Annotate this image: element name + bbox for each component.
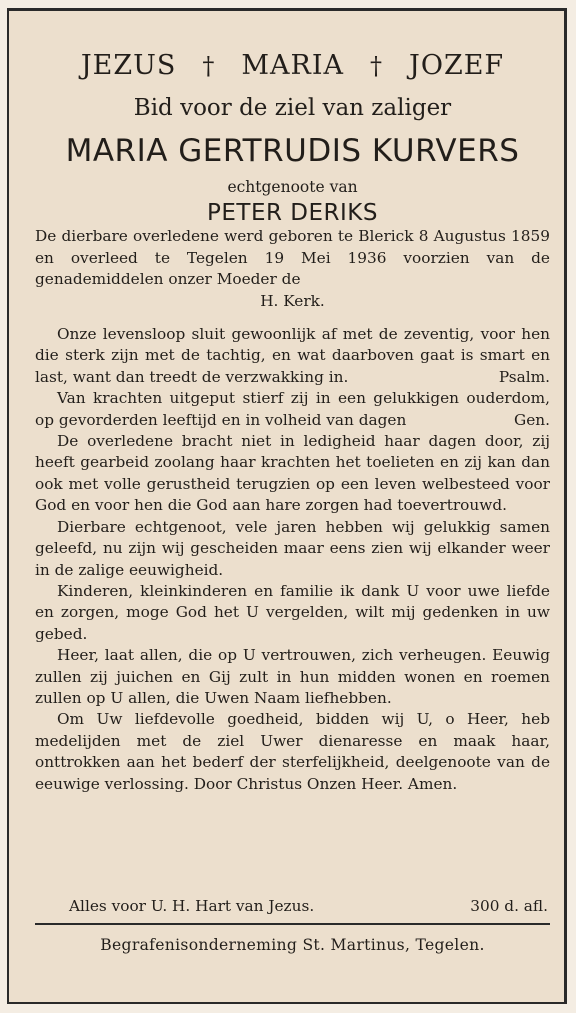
paragraph-psalm xyxy=(35,324,550,388)
funeral-home-footer: Begrafenisonderneming St. Martinus, Tegelen. xyxy=(100,936,485,954)
prayer-line: Bid voor de ziel van zaliger xyxy=(133,95,452,121)
spouse-label: echtgenoote van xyxy=(227,178,358,196)
memorial-card xyxy=(7,8,567,1004)
deceased-name: MARIA GERTRUDIS KURVERS xyxy=(65,133,520,169)
birth-death-text xyxy=(35,226,550,312)
paragraph-life: De overledene bracht niet in ledigheid haar dagen door, zij heeft gearbeid zoolang haar krachten het toelieten en zij kan dan ook met volle gerustheid terugzien op een leven welbesteed voor God en voor hen die God aan hare zorgen had toevertrouwd. xyxy=(35,432,550,515)
cross-icon: † xyxy=(202,52,216,80)
paragraph-text: Onze levensloop sluit gewoonlijk af met de zeventig, voor hen die sterk zijn met de tachtig, en wat daarboven gaat is smart en last, want dan treedt de verzwakking in. xyxy=(35,325,550,386)
card-body xyxy=(35,324,550,795)
paragraph-trust: Heer, laat allen, die op U vertrouwen, zich verheugen. Eeuwig zullen zij juichen en Gij zult in hun midden wonen en roemen zullen op U allen, die Uwen Naam liefhebben. xyxy=(35,646,550,707)
paragraph-text: Van krachten uitgeput stierf zij in een gelukkigen ouderdom, op gevorderden leeftijd en in volheid van dagen xyxy=(35,389,550,429)
paragraph-reference: Gen. xyxy=(514,410,550,429)
header-maria: MARIA xyxy=(241,50,344,81)
paragraph-spouse: Dierbare echtgenoot, vele jaren hebben wij gelukkig samen geleefd, nu zijn wij gescheiden maar eens zien wij elkander weer in de zalige eeuwigheid. xyxy=(35,517,550,579)
spouse-name: PETER DERIKS xyxy=(207,200,378,226)
divider-rule xyxy=(35,923,550,925)
paragraph-family: Kinderen, kleinkinderen en familie ik dank U voor uwe liefde en zorgen, moge God het U vergelden, wilt mij gedenken in uw gebed. xyxy=(35,581,550,643)
paragraph-prayer: Om Uw liefdevolle goedheid, bidden wij U, o Heer, heb medelijden met de ziel Uwer dienaresse en maak haar, onttrokken aan het bederf der sterfelijkheid, deelgenoote van de eeuwige verlossing. Door Christus Onzen Heer. Amen. xyxy=(35,710,550,793)
paragraph-reference: Psalm. xyxy=(498,367,550,386)
cross-icon: † xyxy=(370,52,383,80)
paragraph-genesis xyxy=(35,388,550,431)
indulgence-amount: 300 d. afl. xyxy=(470,897,548,915)
header-jozef: JOZEF xyxy=(409,50,505,81)
header-holy-names xyxy=(35,51,550,81)
header-jezus: JEZUS xyxy=(80,50,177,81)
indulgence-text: Alles voor U. H. Hart van Jezus. xyxy=(69,897,315,915)
birth-death-end: H. Kerk. xyxy=(260,291,325,310)
birth-death-body: De dierbare overledene werd geboren te Blerick 8 Augustus 1859 en overleed te Tegelen 19 Mei 1936 voorzien van de genademiddelen onzer Moeder de xyxy=(35,227,550,288)
